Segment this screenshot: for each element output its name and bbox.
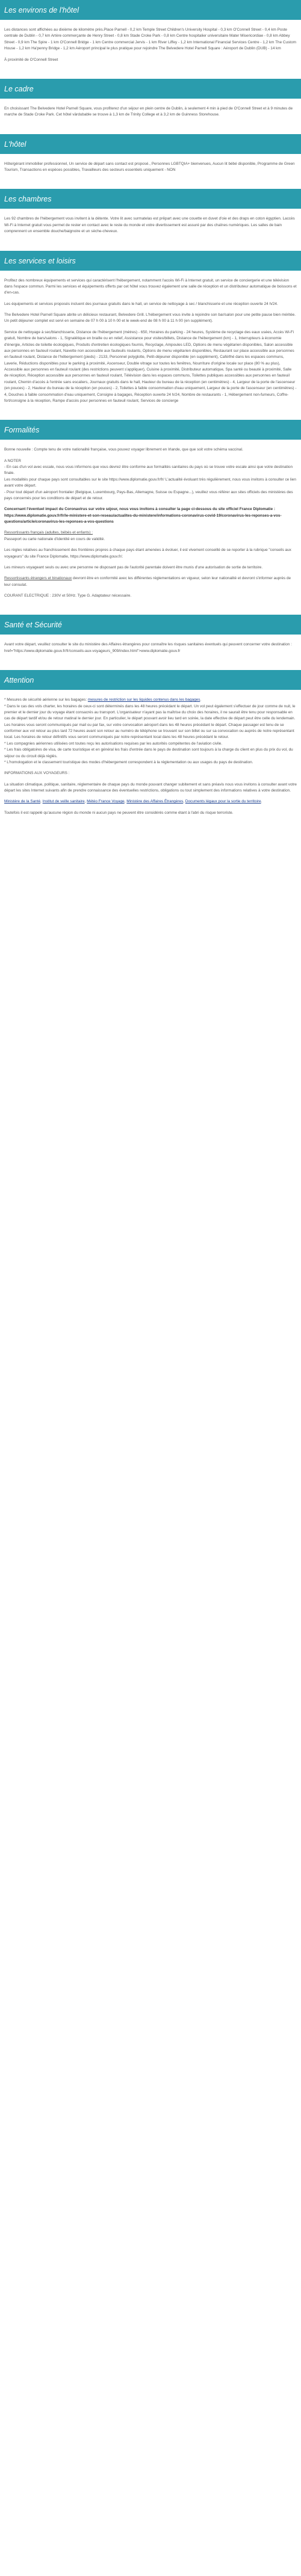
formalites-minors: Les mineurs voyageant seuls ou avec une personne ne disposant pas de l'autorité parentale doivent être munis d'une autorisation de sortie de territoire. — [4, 565, 263, 570]
formalites-foreign-heading: Ressortissants étrangers et binationaux — [4, 576, 72, 581]
liquids-restriction-link[interactable]: mesures de restriction sur les liquides contenus dans les bagages — [87, 698, 200, 702]
attention-text-1 — [4, 697, 297, 766]
attention-text-5: Toutefois il est rappelé qu'aucune région du monde ni aucun pays ne peuvent être considérés comme étant à l'abri du risque terroriste. — [4, 810, 234, 815]
formalites-electric: COURANT ELECTRIQUE : 230V et 50Hz. Type G. Adaptateur nécessaire. — [4, 594, 132, 598]
link-ministere-sante[interactable]: Ministère de la Santé — [4, 799, 41, 804]
section-environs — [0, 0, 301, 79]
formalites-foreign-text: devront être en conformité avec les différentes réglementations en vigueur, selon leur nationalité et devront s'informer auprès de leur consulat. — [4, 576, 291, 587]
formalites-french — [4, 530, 297, 543]
cadre-text: En choisissant The Belvedere Hotel Parnell Square, vous profiterez d'un séjour en plein centre de Dublin, à seulement 4 min à pied de O'Connell Street et à 9 minutes de marche de Stade Croke Park. Cet hôtel värdubable se trouve à 1,3 km de Trinity College et à 3,2 km de Guinness Storehouse. — [4, 106, 293, 117]
section-title-sante: Santé et Sécurité — [0, 615, 301, 635]
formalites-french-heading: Ressortissants français (adultes, bébés et enfants) : — [4, 530, 93, 535]
link-affaires-etrangeres[interactable]: Ministère des Affaires Étrangères — [126, 799, 184, 804]
attention-text-1b: . * Dans le cas des vols charter, les horaires de ceux-ci sont déterminés dans les 48 heures précédant le départ. Un vol peut également s'effectuer de jour comme de nuit, le premier et le dernier jour du voyage étant consacrés au transport. L'organisateur n'ayant pas la maîtrise du choix des horaires, il ne saurait être tenu pour responsable en cas de départ tardif et/ou de retour matinal le dernier jour. En particulier, le départ pouvant avoir lieu tard en soirée, la date effective de départ peut être celle du lendemain. Les horaires vous seront communiqués par mail ou par fax, sur votre convocation aéroport dans les 48 heures précédant le départ. Chaque passager est tenu de se conformer aux vol retour au plus tard 72 heures avant son retour au numéro de téléphone se trouvant sur son billet ou sur sa convocation ou auprès de notre représentant local. Les horaires de retour définitifs vous seront communiqués par notre représentant local dans les 48 heures précédant le retour. * Les compagnies aériennes utilisées ont toutes reçu les autorisations requises par les autorités compétentes de l'aviation civile. * Les frais obligatoires de visa, de carte touristique et en général les frais d'entrée dans le pays de destination sont toujours à la charge du client en plus du prix du vol, du séjour ou du circuit déjà réglés. * L'homologation et le classement touristique des modes d'hébergement correspondent à la réglementation ou aux usages du pays de destination. — [4, 698, 296, 764]
section-title-cadre: Le cadre — [0, 79, 301, 99]
environs-proximity: À proximité de O'Connell Street — [4, 57, 58, 62]
loisirs-text-3: The Belvedere Hotel Parnell Square abrite un délicieux restaurant, Belvedere Grill. L'hébergement vous invite à rejoindre son bar/salon pour une petite pause bien méritée. Un petit déjeuner complet est servi en semaine de 07 h 00 à 10 h 00 et le week-end de 08 h 00 à 11 h 00 (en supplément). — [4, 313, 296, 324]
section-title-chambres: Les chambres — [0, 189, 301, 209]
section-title-loisirs: Les services et loisirs — [0, 251, 301, 271]
section-cadre — [0, 79, 301, 134]
section-title-hotel: L'hôtel — [0, 134, 301, 154]
loisirs-text-2: Les équipements et services proposés incluent des journaux gratuits dans le hall, un service de nettoyage à sec / blanchisserie et une réception ouverte 24 h/24. — [4, 301, 278, 306]
formalites-coronavirus — [4, 506, 297, 525]
chambres-text: Les 92 chambres de l'hébergement vous invitent à la détente. Votre lit avec surmatelas est prêpart avec une couette en duvet d'oie et des draps en coton égyptien. Laccès Wi-Fi à Internet gratuit vous permet de rester en contact avec le reste du monde et votre divertissement est assuré par des chaînes numériques. Les salles de bain comprennent un ensemble douche/baignoire et un sèche-cheveux. — [4, 217, 295, 234]
section-hotel — [0, 134, 301, 189]
formalites-coronavirus-text: Concernant l'éventuel impact du Coronavirus sur votre séjour, nous vous invitons à consulter la page ci-dessous du site officiel France Diplomatie : https://www.diplomatie.gouv.fr/fr/le-ministere-et-son-reseau/actualites-du-ministere/informations-coronavirus-covid-19/coronavirus-les-reponses-a-vos-questions/article/coronavirus-les-reponses-a-vos-questions — [4, 507, 282, 524]
attention-links: Ministère de la Santé, Institut de veille sanitaire, Météo France Voyage, Ministère des Affaires Étrangères, Documents légaux pour la sortie du territoire. — [4, 799, 262, 804]
link-documents-legaux[interactable]: Documents légaux pour la sortie du territoire — [185, 799, 261, 804]
section-attention — [0, 670, 301, 832]
formalites-note: A NOTER - En cas d'un vol avec escale, nous vous informons que vous devrez être conforme aux formalités sanitaires du pays où se trouve votre escale ainsi que votre destination finale. Les modalités pour chaque pays sont consultables sur le site https://www.diplomatie.gouv.fr/fr/ L'actualité évoluant très régulièrement, nous vous invitons à consulter ce lien avant votre départ. - Pour tout départ d'un aéroport frontalier (Belgique, Luxembourg, Pays-Bas, Allemagne, Suisse ou Espagne...), veuillez vous référer aux sites officiels des ministères des pays concernés pour les conditions de départ et de retour. — [4, 458, 296, 500]
environs-distances: Les distances sont affichées au dixième de kilomètre près.Place Parnell - 0,2 km Temple Street Children's University Hospital - 0,3 km O'Connell Street - 0,4 km Poste centrale de Dublin - 0,7 km Artère commerçante de Henry Street - 0,8 km Stade Croke Park - 0,8 km Centre hospitalier universitaire Mater Misericordiae - 0,8 km Abbey Street - 0,9 km The Spire - 1 km O'Connell Bridge - 1 km Centre commercial Jervis - 1 km River Liffey - 1,2 km International Financial Services Centre - 1,2 km The Custom House - 1,2 km Ha'penny Bridge - 1,2 km Aéroport principal le plus pratique pour rejoindre The Belvedere Hotel Parnell Square : Aéroport de Dublin (DUB) - 14 km — [4, 28, 296, 51]
sante-text: Avant votre départ, veuillez consulter le site du ministère des Affaires étrangères pour connaître les risques sanitaires éventuels qui peuvent concerner votre destination : href="https://www.diplomatie.gouv.fr/fr/conseils-aux-voyageurs_909/index.html">www.diplomatie.gouv.fr — [4, 642, 292, 653]
attention-text-1a: * Mesures de sécurité aérienne sur les bagages: — [4, 698, 88, 702]
link-meteo-france[interactable]: Météo France Voyage — [87, 799, 125, 804]
formalites-intro: Bonne nouvelle : Compte tenu de votre nationalité française, vous pouvez voyager librement en Irlande, que que soit votre schéma vaccinal. — [4, 447, 243, 452]
hotel-text: Hôte/gérant immobilier professionnel, Un service de départ sans contact est proposé., Personnes LGBTQIA+ bienvenues, Aucun lit bébé disponible, Programme de Green Tourism, Transactions en espèces possibles, Travailleurs des secteurs essentiels uniquement - NON — [4, 161, 295, 172]
formalites-french-text: Passeport ou carte nationale d'identité en cours de validité. — [4, 536, 105, 541]
attention-text-3: La situation climatique, politique, sanitaire, réglementaire de chaque pays du monde pouvant changer subitement et sans préavis nous vous invitons à consulter avant votre départ les sites Internet suivants afin de prendre connaissance des éventuelles restrictions, obligations ou tout simplement des informations relatives à votre destination. — [4, 782, 297, 793]
formalites-foreign — [4, 576, 297, 588]
section-formalites — [0, 420, 301, 615]
formalites-rules: Les règles relatives au franchissement des frontières propres à chaque pays étant amenées à évoluer, il est vivement conseillé de se reporter à la rubrique "conseils aux voyageurs" du site France Diplomatie, https://www.diplomatie.gouv.fr/. — [4, 548, 291, 559]
section-title-attention: Attention — [0, 670, 301, 690]
attention-text-2: INFORMATIONS AUX VOYAGEURS : — [4, 771, 70, 776]
loisirs-text-4: Service de nettoyage à sec/blanchisserie, Distance de l'hébergement (mètres) - 650, Horaires du parking - 24 heures, Système de recyclage des eaux usées, Accès Wi-Fi gratuit, Nombre de bars/salons - 1, Signalétique en braille ou en relief, Assistance pour visites/billets, Distance de l'hébergement (km) - 1, Interrupteurs à économie d'énergie, Articles de toilette écologiques, Produits d'entretien écologiques fournis, Recyclage, Ampoules LED, Options de menu végétarien disponibles, Salon accessible aux personnes en fauteuil roulant, Navette non accessible aux fauteuils roulants, Options de menu végétarien disponibles, Restaurant sur place accessible aux personnes en fauteuil roulant, Distance de l'hébergement (pieds) - 2133, Personnel polyglotte, Petit-déjeuner disponible (en supplément), Café/thé dans les espaces communs, Laverie, Réductions disponibles pour le parking à proximité, Ascenseur, Double vitrage sur toutes les fenêtres, Nourriture d'origine locale sur place (80 % au plus), Accessible aux personnes en fauteuil roulant (des restrictions peuvent s'appliquer), Cuisine à proximité, Distributeur automatique, Spa santé ou beauté à proximité, Salle de réception, Réception accessible aux personnes en fauteuil roulant, Télévision dans les espaces communs, Toilettes publiques accessibles aux personnes en fauteuil roulant, Chemin d'accès à l'entrée sans escaliers, Journaux gratuits dans le hall, Hauteur du bureau de la réception (en centimètres) - 4, Largeur de la porte de l'ascenseur (en pouces) - 2, Hauteur du bureau de la réception (en pouces) - 2, Toilettes à faible consommation d'eau uniquement, Largeur de la porte de l'ascenseur (en centimètres) - 4, Douches à faible consommation d'eau uniquement, Consigne à bagages, Réception ouverte 24 h/24, Nombre de restaurants - 1, Hébergement non-fumeurs, Coffre-fort/consigne à la réception, Rampe d'accès pour personnes en fauteuil roulant, Services de concierge — [4, 330, 297, 403]
section-title-formalites: Formalités — [0, 420, 301, 440]
section-title-environs: Les environs de l'hôtel — [0, 0, 301, 20]
section-chambres — [0, 189, 301, 250]
loisirs-text-1: Profitez des nombreux équipements et services qui caractérisent l'hébergement, notamment l'accès Wi-Fi à Internet gratuit, un service de conciergerie et une télévision dans l'espace commun. Parmi les services et équipements offerts par cet hôtel vous trouvez également une salle de réception et un distributeur automatique de boissons et d'en-cas. — [4, 278, 297, 295]
link-institut-veille[interactable]: Institut de veille sanitaire — [42, 799, 85, 804]
section-loisirs — [0, 251, 301, 420]
section-sante — [0, 615, 301, 670]
